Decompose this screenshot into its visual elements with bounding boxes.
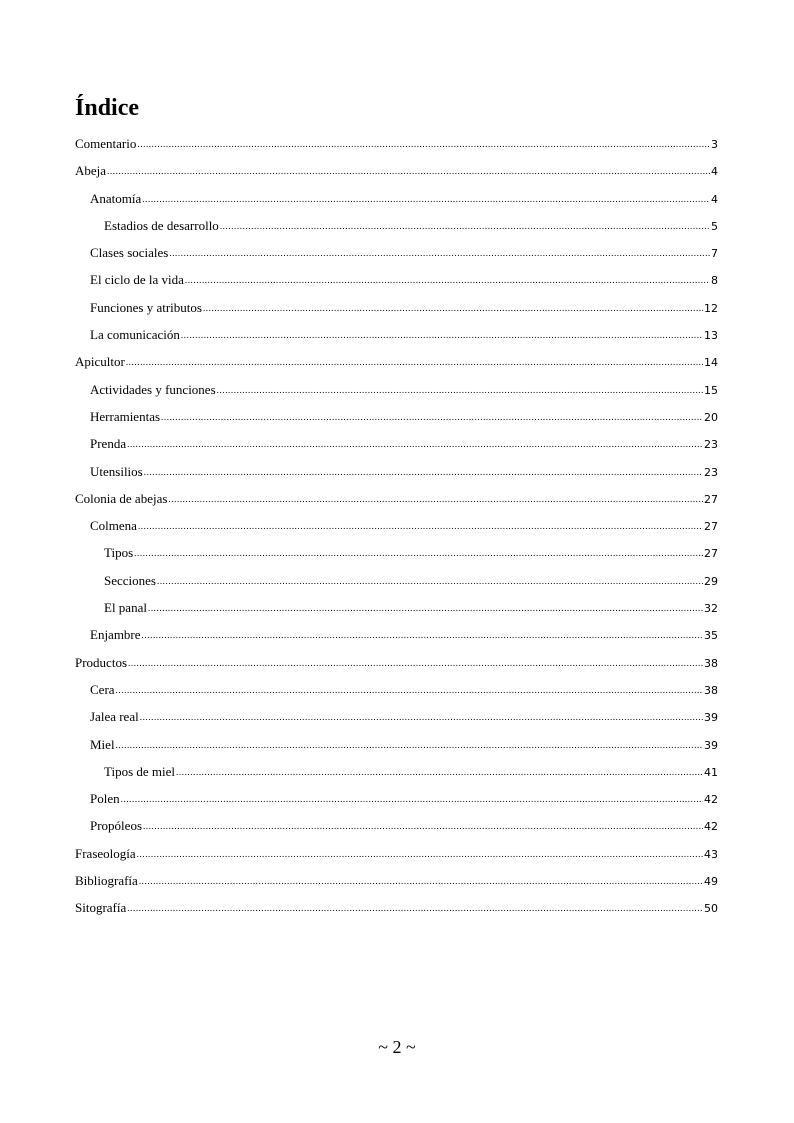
toc-entry-label: Utensilios: [90, 463, 143, 479]
toc-entry-label: Cera: [90, 681, 115, 697]
toc-entry[interactable]: [75, 649, 718, 676]
toc-entry-page-number: 35: [704, 629, 718, 643]
toc-entry[interactable]: [75, 894, 718, 921]
page-number-footer: ~ 2 ~: [378, 1037, 416, 1057]
toc-entry-label: Productos: [75, 654, 127, 670]
toc-entry[interactable]: [75, 621, 718, 648]
toc-dot-leader: [220, 221, 710, 231]
toc-entry-label: Bibliografía: [75, 873, 138, 889]
toc-dot-leader: [126, 357, 703, 367]
toc-entry[interactable]: [75, 266, 718, 293]
toc-dot-leader: [185, 275, 710, 285]
toc-entry-label: El ciclo de la vida: [90, 272, 184, 288]
toc-entry-page-number: 42: [704, 820, 718, 834]
toc-dot-leader: [128, 658, 703, 668]
toc-entry-label: La comunicación: [90, 327, 180, 343]
toc-entry-label: Polen: [90, 791, 120, 807]
toc-entry-label: Miel: [90, 736, 115, 752]
toc-dot-leader: [168, 494, 703, 504]
toc-entry[interactable]: [75, 485, 718, 512]
toc-entry-page-number: 14: [704, 356, 718, 370]
toc-entry-page-number: 20: [704, 410, 718, 424]
toc-dot-leader: [169, 248, 710, 258]
toc-entry-page-number: 43: [704, 847, 718, 861]
toc-entry-page-number: 15: [704, 383, 718, 397]
toc-entry[interactable]: [75, 840, 718, 867]
toc-dot-leader: [116, 685, 703, 695]
toc-entry-label: Propóleos: [90, 818, 142, 834]
toc-entry-label: Clases sociales: [90, 245, 169, 261]
toc-dot-leader: [134, 548, 703, 558]
toc-entry-label: Colonia de abejas: [75, 490, 168, 506]
toc-dot-leader: [176, 767, 703, 777]
toc-entry[interactable]: [75, 403, 718, 430]
toc-dot-leader: [142, 194, 710, 204]
toc-entry-page-number: 39: [704, 711, 718, 725]
table-of-contents: [75, 130, 718, 922]
toc-entry-label: Actividades y funciones: [90, 381, 216, 397]
toc-entry[interactable]: [75, 512, 718, 539]
toc-entry-page-number: 23: [704, 465, 718, 479]
toc-entry[interactable]: [75, 703, 718, 730]
toc-entry[interactable]: [75, 185, 718, 212]
toc-dot-leader: [121, 794, 703, 804]
toc-dot-leader: [217, 385, 703, 395]
toc-dot-leader: [143, 821, 703, 831]
toc-entry[interactable]: [75, 130, 718, 157]
toc-entry-label: Sitografía: [75, 900, 127, 916]
toc-entry[interactable]: [75, 785, 718, 812]
toc-dot-leader: [148, 603, 703, 613]
toc-entry-label: Jalea real: [90, 709, 139, 725]
toc-entry-label: Comentario: [75, 136, 137, 151]
toc-entry-label: Abeja: [75, 163, 107, 179]
toc-entry[interactable]: [75, 731, 718, 758]
toc-entry-label: Colmena: [90, 518, 137, 534]
toc-entry[interactable]: [75, 867, 718, 894]
toc-entry-page-number: 41: [704, 765, 718, 779]
toc-entry-page-number: 27: [704, 492, 718, 506]
toc-entry[interactable]: [75, 376, 718, 403]
toc-entry-page-number: 8: [711, 274, 718, 288]
toc-dot-leader: [142, 630, 703, 640]
toc-dot-leader: [181, 330, 703, 340]
toc-dot-leader: [127, 439, 703, 449]
toc-entry[interactable]: [75, 294, 718, 321]
toc-entry-label: Herramientas: [90, 408, 161, 424]
toc-dot-leader: [137, 139, 710, 149]
toc-dot-leader: [127, 903, 703, 913]
toc-entry-label: Prenda: [90, 436, 127, 452]
toc-entry-page-number: 32: [704, 602, 718, 616]
toc-entry-page-number: 38: [704, 683, 718, 697]
toc-dot-leader: [137, 849, 703, 859]
toc-entry[interactable]: [75, 212, 718, 239]
toc-entry[interactable]: [75, 239, 718, 266]
toc-entry-page-number: 38: [704, 656, 718, 670]
toc-dot-leader: [203, 303, 703, 313]
toc-entry-page-number: 4: [711, 192, 718, 206]
toc-entry-label: Funciones y atributos: [90, 299, 202, 315]
toc-entry[interactable]: [75, 758, 718, 785]
toc-entry-page-number: 27: [704, 520, 718, 534]
toc-entry[interactable]: [75, 321, 718, 348]
toc-dot-leader: [116, 740, 703, 750]
toc-entry-page-number: 29: [704, 574, 718, 588]
toc-entry-page-number: 7: [711, 247, 718, 261]
toc-entry-page-number: 42: [704, 793, 718, 807]
toc-dot-leader: [138, 521, 703, 531]
toc-entry-label: Anatomía: [90, 190, 142, 206]
toc-entry[interactable]: [75, 567, 718, 594]
toc-entry[interactable]: [75, 430, 718, 457]
toc-entry-label: Fraseología: [75, 845, 136, 861]
toc-entry-page-number: 39: [704, 738, 718, 752]
toc-entry-page-number: 12: [704, 301, 718, 315]
toc-entry[interactable]: [75, 812, 718, 839]
toc-dot-leader: [161, 412, 703, 422]
toc-entry-label: Tipos de miel: [104, 763, 176, 779]
toc-entry-page-number: 49: [704, 875, 718, 889]
toc-entry-label: Secciones: [104, 572, 156, 588]
toc-entry[interactable]: [75, 157, 718, 184]
toc-entry-label: Tipos: [104, 545, 134, 561]
page-title: Índice: [75, 95, 140, 121]
toc-entry[interactable]: [75, 348, 718, 375]
toc-entry[interactable]: [75, 539, 718, 566]
toc-entry-label: Apicultor: [75, 354, 125, 370]
toc-entry[interactable]: [75, 458, 718, 485]
toc-entry-label: El panal: [104, 600, 147, 616]
toc-entry[interactable]: [75, 676, 718, 703]
toc-dot-leader: [144, 467, 703, 477]
toc-entry-page-number: 4: [711, 165, 718, 179]
toc-entry-page-number: 27: [704, 547, 718, 561]
toc-entry-page-number: 3: [711, 138, 718, 151]
toc-entry-label: Estadios de desarrollo: [104, 217, 219, 233]
toc-dot-leader: [140, 712, 703, 722]
toc-dot-leader: [157, 576, 703, 586]
toc-entry-page-number: 50: [704, 902, 718, 916]
toc-entry-page-number: 13: [704, 329, 718, 343]
toc-dot-leader: [107, 166, 710, 176]
toc-entry[interactable]: [75, 594, 718, 621]
toc-entry-page-number: 5: [711, 219, 718, 233]
toc-entry-page-number: 23: [704, 438, 718, 452]
toc-dot-leader: [139, 876, 703, 886]
toc-entry-label: Enjambre: [90, 627, 141, 643]
